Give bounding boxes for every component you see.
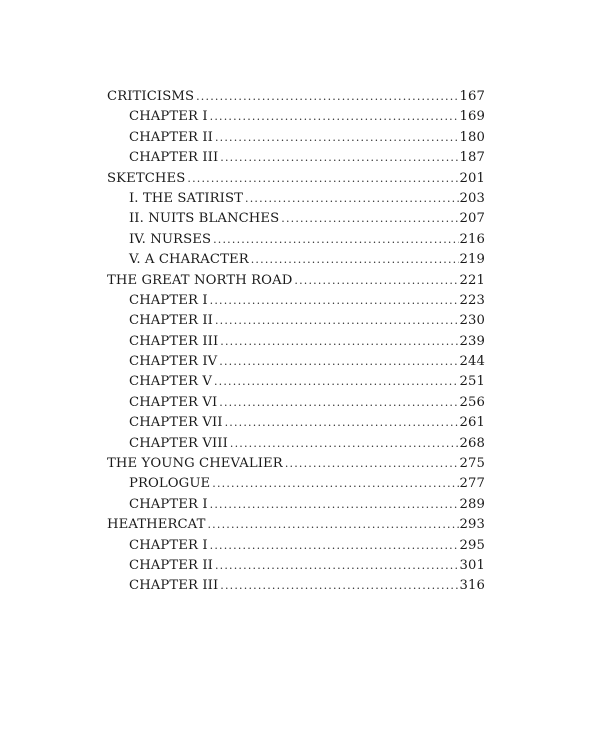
toc-entry[interactable] [107, 434, 485, 454]
toc-entry-page: 180 [459, 129, 485, 145]
toc-dot-leader [215, 128, 459, 148]
toc-entry-page: 201 [459, 170, 485, 186]
toc-dot-leader [210, 536, 459, 556]
toc-entry[interactable] [107, 536, 485, 556]
toc-entry-title: CHAPTER VIII [129, 435, 228, 451]
toc-entry-page: 207 [459, 211, 485, 227]
table-of-contents [107, 87, 485, 597]
toc-entry-page: 221 [459, 272, 485, 288]
toc-entry-page: 289 [459, 496, 485, 512]
toc-entry[interactable] [107, 393, 485, 413]
toc-entry[interactable] [107, 474, 485, 494]
toc-entry[interactable] [107, 556, 485, 576]
toc-entry[interactable] [107, 107, 485, 127]
toc-entry-title: CHAPTER I [129, 496, 208, 512]
toc-dot-leader [207, 515, 458, 535]
toc-dot-leader [210, 495, 459, 515]
toc-entry-page: 275 [459, 456, 485, 472]
toc-entry-title: CHAPTER II [129, 557, 213, 573]
toc-dot-leader [220, 148, 458, 168]
toc-entry-title: CHAPTER I [129, 537, 208, 553]
toc-entry-title: HEATHERCAT [107, 517, 206, 533]
toc-dot-leader [196, 87, 458, 107]
toc-dot-leader [219, 393, 458, 413]
toc-entry-page: 268 [459, 435, 485, 451]
toc-entry[interactable] [107, 87, 485, 107]
toc-entry-page: 223 [459, 292, 485, 308]
toc-dot-leader [294, 271, 458, 291]
toc-dot-leader [245, 189, 458, 209]
toc-dot-leader [219, 352, 458, 372]
toc-entry-title: PROLOGUE [129, 476, 211, 492]
toc-entry-page: 301 [459, 557, 485, 573]
toc-dot-leader [213, 230, 458, 250]
toc-entry-title: CHAPTER I [129, 292, 208, 308]
toc-entry[interactable] [107, 495, 485, 515]
toc-entry[interactable] [107, 576, 485, 596]
toc-entry-page: 203 [459, 190, 485, 206]
toc-entry-title: II. NUITS BLANCHES [129, 211, 280, 227]
toc-entry[interactable] [107, 332, 485, 352]
toc-entry-title: THE GREAT NORTH ROAD [107, 272, 293, 288]
toc-entry[interactable] [107, 230, 485, 250]
toc-entry-title: CHAPTER III [129, 150, 219, 166]
toc-entry-page: 256 [459, 394, 485, 410]
toc-entry-page: 293 [459, 517, 485, 533]
toc-entry[interactable] [107, 311, 485, 331]
toc-entry-title: IV. NURSES [129, 231, 212, 247]
toc-entry-page: 239 [459, 333, 485, 349]
toc-dot-leader [215, 311, 459, 331]
toc-entry-title: I. THE SATIRIST [129, 190, 244, 206]
toc-entry[interactable] [107, 372, 485, 392]
toc-entry-title: CHAPTER III [129, 578, 219, 594]
toc-entry[interactable] [107, 209, 485, 229]
toc-entry-title: THE YOUNG CHEVALIER [107, 456, 283, 472]
toc-entry-page: 216 [459, 231, 485, 247]
toc-dot-leader [281, 209, 458, 229]
toc-dot-leader [251, 250, 459, 270]
toc-dot-leader [220, 576, 458, 596]
toc-dot-leader [220, 332, 458, 352]
toc-dot-leader [210, 291, 459, 311]
toc-dot-leader [230, 434, 459, 454]
toc-entry[interactable] [107, 169, 485, 189]
toc-entry[interactable] [107, 454, 485, 474]
toc-entry[interactable] [107, 189, 485, 209]
toc-entry-title: CHAPTER I [129, 109, 208, 125]
toc-entry[interactable] [107, 128, 485, 148]
toc-entry-page: 169 [459, 109, 485, 125]
toc-entry-page: 187 [459, 150, 485, 166]
toc-entry[interactable] [107, 291, 485, 311]
toc-entry-page: 230 [459, 313, 485, 329]
toc-dot-leader [187, 169, 458, 189]
toc-dot-leader [215, 556, 459, 576]
toc-entry-title: CHAPTER VI [129, 394, 218, 410]
toc-entry-page: 244 [459, 354, 485, 370]
toc-entry[interactable] [107, 250, 485, 270]
toc-entry-title: CHAPTER VII [129, 415, 223, 431]
toc-entry[interactable] [107, 515, 485, 535]
toc-entry-title: CHAPTER III [129, 333, 219, 349]
toc-dot-leader [285, 454, 459, 474]
toc-entry-page: 277 [459, 476, 485, 492]
toc-dot-leader [210, 107, 459, 127]
toc-entry-page: 316 [459, 578, 485, 594]
toc-entry[interactable] [107, 352, 485, 372]
toc-entry-title: V. A CHARACTER [129, 252, 249, 268]
toc-entry-title: SKETCHES [107, 170, 186, 186]
toc-entry-title: CHAPTER IV [129, 354, 218, 370]
toc-entry-title: CHAPTER II [129, 313, 213, 329]
toc-entry-title: CHAPTER V [129, 374, 212, 390]
toc-entry-page: 251 [459, 374, 485, 390]
toc-entry-page: 295 [459, 537, 485, 553]
toc-entry-page: 219 [459, 252, 485, 268]
toc-entry-page: 261 [459, 415, 485, 431]
toc-entry-title: CRITICISMS [107, 89, 195, 104]
toc-entry[interactable] [107, 271, 485, 291]
toc-entry-title: CHAPTER II [129, 129, 213, 145]
toc-entry-page: 167 [459, 89, 485, 104]
toc-entry[interactable] [107, 413, 485, 433]
toc-entry[interactable] [107, 148, 485, 168]
toc-dot-leader [225, 413, 459, 433]
toc-dot-leader [214, 372, 459, 392]
toc-dot-leader [212, 474, 458, 494]
